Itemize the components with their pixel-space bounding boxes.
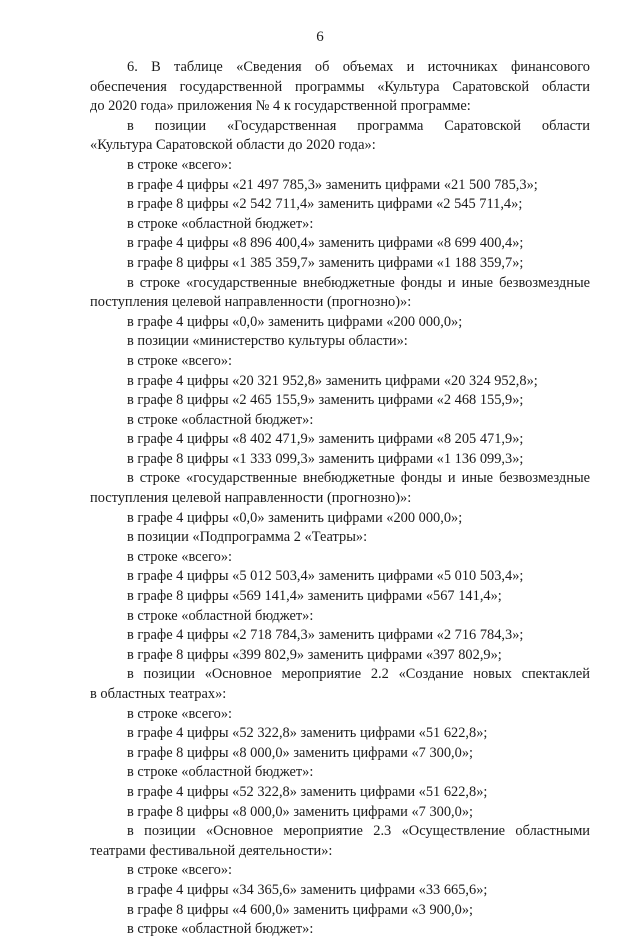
paragraph-line: в строке «областной бюджет»:: [127, 921, 314, 938]
paragraph-line: в графе 4 цифры «34 365,6» заменить цифрами «33 665,6»;: [127, 881, 488, 898]
paragraph-line: в графе 8 цифры «8 000,0» заменить цифрами «7 300,0»;: [127, 803, 474, 820]
paragraph-line: в графе 4 цифры «52 322,8» заменить цифрами «51 622,8»;: [127, 783, 488, 800]
paragraph-line: в строке «областной бюджет»:: [127, 607, 314, 624]
paragraph-line: театрами фестивальной деятельности»:: [90, 842, 333, 859]
paragraph-line: в графе 4 цифры «20 321 952,8» заменить цифрами «20 324 952,8»;: [127, 372, 538, 389]
paragraph-line: в графе 8 цифры «8 000,0» заменить цифрами «7 300,0»;: [127, 744, 474, 761]
paragraph-line: поступления целевой направленности (прогнозно)»:: [90, 294, 412, 311]
paragraph-line: в графе 8 цифры «1 385 359,7» заменить цифрами «1 188 359,7»;: [127, 254, 524, 271]
paragraph-line: в строке «областной бюджет»:: [127, 411, 314, 428]
paragraph-line: в графе 4 цифры «0,0» заменить цифрами «200 000,0»;: [127, 313, 463, 330]
paragraph-line: в графе 8 цифры «2 465 155,9» заменить цифрами «2 468 155,9»;: [127, 392, 524, 409]
paragraph-line: в позиции «Основное мероприятие 2.3 «Осуществление областными: [127, 823, 590, 840]
paragraph-line: в графе 4 цифры «21 497 785,3» заменить цифрами «21 500 785,3»;: [127, 176, 538, 193]
paragraph-line: до 2020 года» приложения № 4 к государственной программе:: [90, 98, 471, 115]
paragraph-line: в графе 4 цифры «8 896 400,4» заменить цифрами «8 699 400,4»;: [127, 235, 524, 252]
paragraph-line: в строке «областной бюджет»:: [127, 764, 314, 781]
paragraph-line: в графе 8 цифры «569 141,4» заменить цифрами «567 141,4»;: [127, 588, 502, 605]
paragraph-line: в графе 4 цифры «5 012 503,4» заменить цифрами «5 010 503,4»;: [127, 568, 524, 585]
paragraph-line: в строке «государственные внебюджетные фонды и иные безвозмездные: [127, 470, 590, 487]
paragraph-line: в строке «всего»:: [127, 352, 233, 369]
paragraph-line: в строке «всего»:: [127, 862, 233, 879]
paragraph-line: в графе 4 цифры «8 402 471,9» заменить цифрами «8 205 471,9»;: [127, 431, 524, 448]
paragraph-line: в строке «всего»:: [127, 705, 233, 722]
paragraph-line: в строке «всего»:: [127, 548, 233, 565]
paragraph-line: в графе 8 цифры «4 600,0» заменить цифрами «3 900,0»;: [127, 901, 474, 918]
paragraph-line: в строке «государственные внебюджетные фонды и иные безвозмездные: [127, 274, 590, 291]
page-number: 6: [316, 29, 324, 45]
paragraph-line: в строке «всего»:: [127, 156, 233, 173]
paragraph-line: в областных театрах»:: [90, 686, 227, 702]
paragraph-line: в графе 8 цифры «399 802,9» заменить цифрами «397 802,9»;: [127, 646, 502, 663]
paragraph-line: в строке «областной бюджет»:: [127, 215, 314, 232]
paragraph-line: в позиции «Государственная программа Саратовской области: [127, 117, 590, 134]
paragraph-line: в позиции «Основное мероприятие 2.2 «Создание новых спектаклей: [127, 666, 590, 683]
paragraph-line: поступления целевой направленности (прогнозно)»:: [90, 490, 412, 507]
document-body: [90, 58, 590, 940]
paragraph-line: в позиции «Подпрограмма 2 «Театры»:: [127, 529, 368, 546]
paragraph-line: 6. В таблице «Сведения об объемах и источниках финансового: [127, 59, 590, 75]
paragraph-line: обеспечения государственной программы «Культура Саратовской области: [90, 78, 590, 95]
paragraph-line: в позиции «министерство культуры области»:: [127, 333, 408, 350]
paragraph-line: в графе 8 цифры «2 542 711,4» заменить цифрами «2 545 711,4»;: [127, 196, 523, 213]
paragraph-line: в графе 8 цифры «1 333 099,3» заменить цифрами «1 136 099,3»;: [127, 450, 524, 467]
paragraph-line: в графе 4 цифры «52 322,8» заменить цифрами «51 622,8»;: [127, 725, 488, 742]
paragraph-line: в графе 4 цифры «2 718 784,3» заменить цифрами «2 716 784,3»;: [127, 627, 524, 644]
paragraph-line: в графе 4 цифры «0,0» заменить цифрами «200 000,0»;: [127, 509, 463, 526]
paragraph-line: «Культура Саратовской области до 2020 года»:: [90, 137, 376, 154]
